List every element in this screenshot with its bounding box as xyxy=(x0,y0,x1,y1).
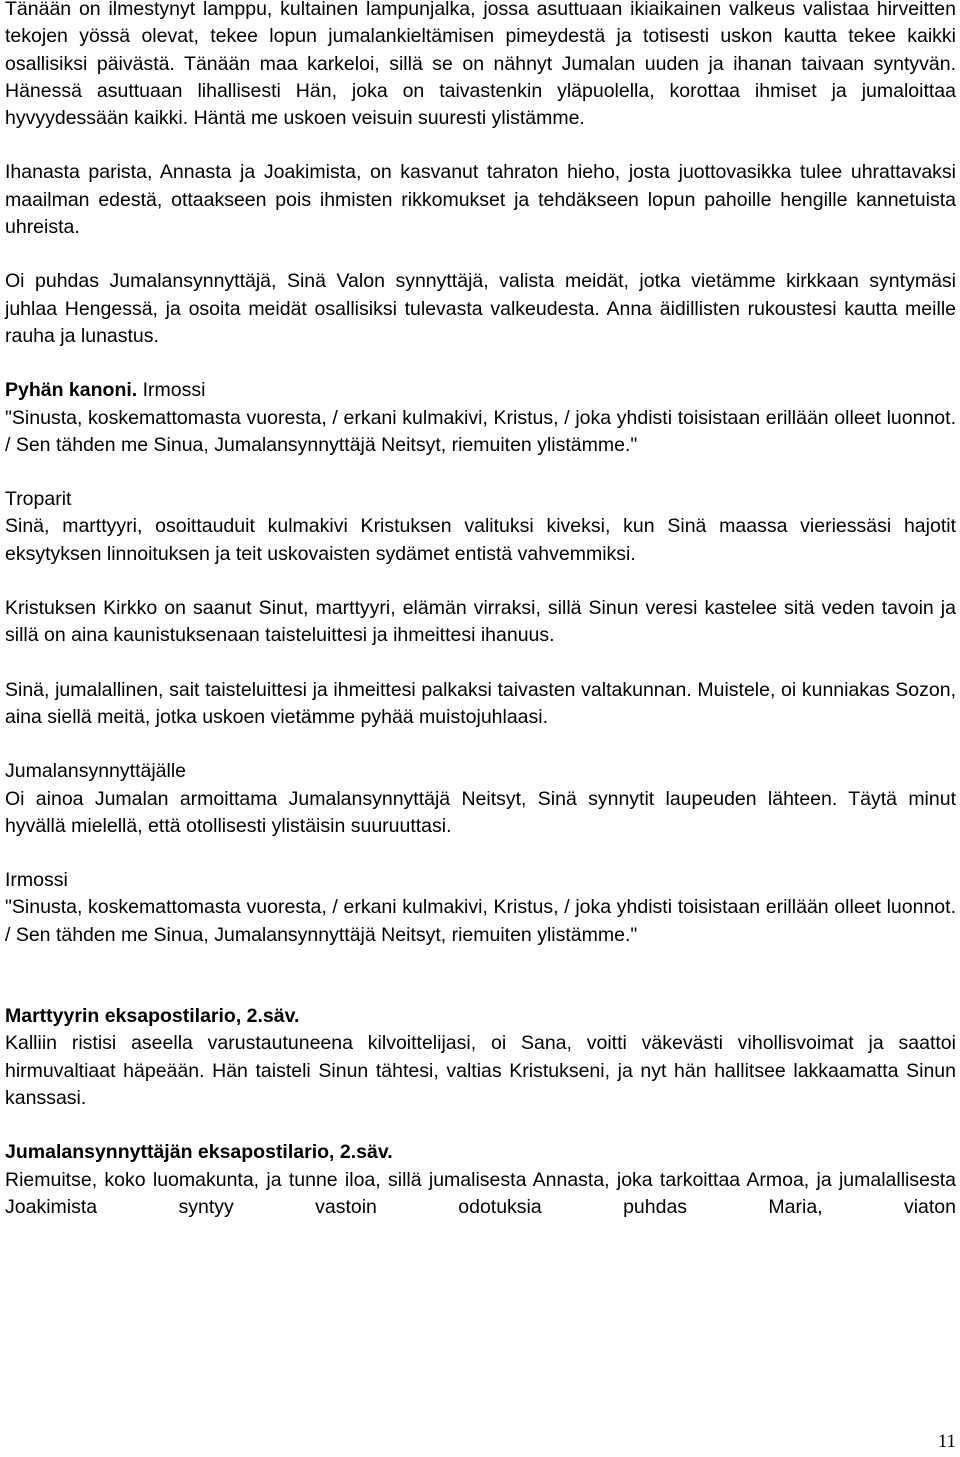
document-page xyxy=(5,0,956,1221)
page-number: 11 xyxy=(937,1431,956,1452)
kanoni-irmossi-text: "Sinusta, koskemattomasta vuoresta, / erkani kulmakivi, Kristus, / joka yhdisti toisistaan erillään olleet luonnot. / Sen tähden me Sinua, Jumalansynnyttäjä Neitsyt, riemuiten ylistämme." xyxy=(5,406,956,456)
kanoni-heading: Pyhän kanoni. xyxy=(5,379,138,402)
paragraph-lamp: Tänään on ilmestynyt lamppu, kultainen lampunjalka, jossa asuttuaan ikiaikainen valkeus valistaa hirveitten tekojen yössä olevat, tekee lopun jumalankieltämisen pimeydestä ja totisesti uskon kautta tekee kaikki osallisiksi päivästä. Tänään maa karkeloi, sillä se on nähnyt Jumalan uuden ja ihanan taivaan syntyvän. Hänessä asuttuaan lihallisesti Hän, joka on taivastenkin yläpuolella, korottaa ihmiset ja jumaloittaa hyvyydessään kaikki. Häntä me uskoen veisuin suuresti ylistämme. xyxy=(5,0,956,130)
theotokos-exapostilarion-text: Riemuitse, koko luomakunta, ja tunne iloa, sillä jumalisesta Annasta, joka tarkoittaa Armoa, ja jumalallisesta Joakimista syntyy vastoin odotuksia puhdas Maria, viaton xyxy=(5,1168,956,1218)
troparit-heading: Troparit xyxy=(5,488,72,511)
theotokos-exapostilarion-heading: Jumalansynnyttäjän eksapostilario, 2.säv. xyxy=(5,1141,393,1164)
troparion-1: Sinä, marttyyri, osoittauduit kulmakivi Kristuksen valituksi kiveksi, kun Sinä maassa vieriessäsi hajotit eksytyksen linnoituksen ja teit uskovaisten sydämet entistä vahvemmiksi. xyxy=(5,515,956,565)
troparion-2: Kristuksen Kirkko on saanut Sinut, marttyyri, elämän virraksi, sillä Sinun veresi kastelee sitä veden tavoin ja sillä on aina kaunistuksenaan taisteluittesi ja ihmeittesi ihanuus. xyxy=(5,597,956,647)
kanoni-irmossi-label: Irmossi xyxy=(137,379,206,402)
theotokion-heading: Jumalansynnyttäjälle xyxy=(5,760,187,783)
kanoni-title-line xyxy=(5,377,956,404)
martyr-exapostilarion-heading: Marttyyrin eksapostilario, 2.säv. xyxy=(5,1005,300,1028)
irmossi-heading: Irmossi xyxy=(5,869,68,892)
paragraph-heifer: Ihanasta parista, Annasta ja Joakimista, on kasvanut tahraton hieho, josta juottovasikka tulee uhrattavaksi maailman edestä, ottaakseen pois ihmisten rikkomukset ja tehdäkseen lopun pahoille hengille kannetuista uhreista. xyxy=(5,161,956,239)
irmossi-text: "Sinusta, koskemattomasta vuoresta, / erkani kulmakivi, Kristus, / joka yhdisti toisistaan erillään olleet luonnot. / Sen tähden me Sinua, Jumalansynnyttäjä Neitsyt, riemuiten ylistämme." xyxy=(5,896,956,946)
troparion-3: Sinä, jumalallinen, sait taisteluittesi ja ihmeittesi palkaksi taivasten valtakunnan. Muistele, oi kunniakas Sozon, aina siellä meitä, jotka uskoen vietämme pyhää muistojuhlaasi. xyxy=(5,678,956,728)
theotokion-text: Oi ainoa Jumalan armoittama Jumalansynnyttäjä Neitsyt, Sinä synnytit laupeuden lähteen. Täytä minut hyvällä mielellä, että otollisesti ylistäisin suuruuttasi. xyxy=(5,787,956,837)
paragraph-theotokos: Oi puhdas Jumalansynnyttäjä, Sinä Valon synnyttäjä, valista meidät, jotka vietämme kirkkaan syntymäsi juhlaa Hengessä, ja osoita meidät osallisiksi tulevasta valkeudesta. Anna äidillisten rukoustesi kautta meille rauha ja lunastus. xyxy=(5,270,956,347)
martyr-exapostilarion-text: Kalliin ristisi aseella varustautuneena kilvoittelijasi, oi Sana, voitti väkevästi vihollisvoimat ja saattoi hirmuvaltiaat häpeään. Hän taisteli Sinun tähtesi, valtias Kristukseni, ja nyt hän hallitsee lakkaamatta Sinun kanssasi. xyxy=(5,1032,956,1109)
